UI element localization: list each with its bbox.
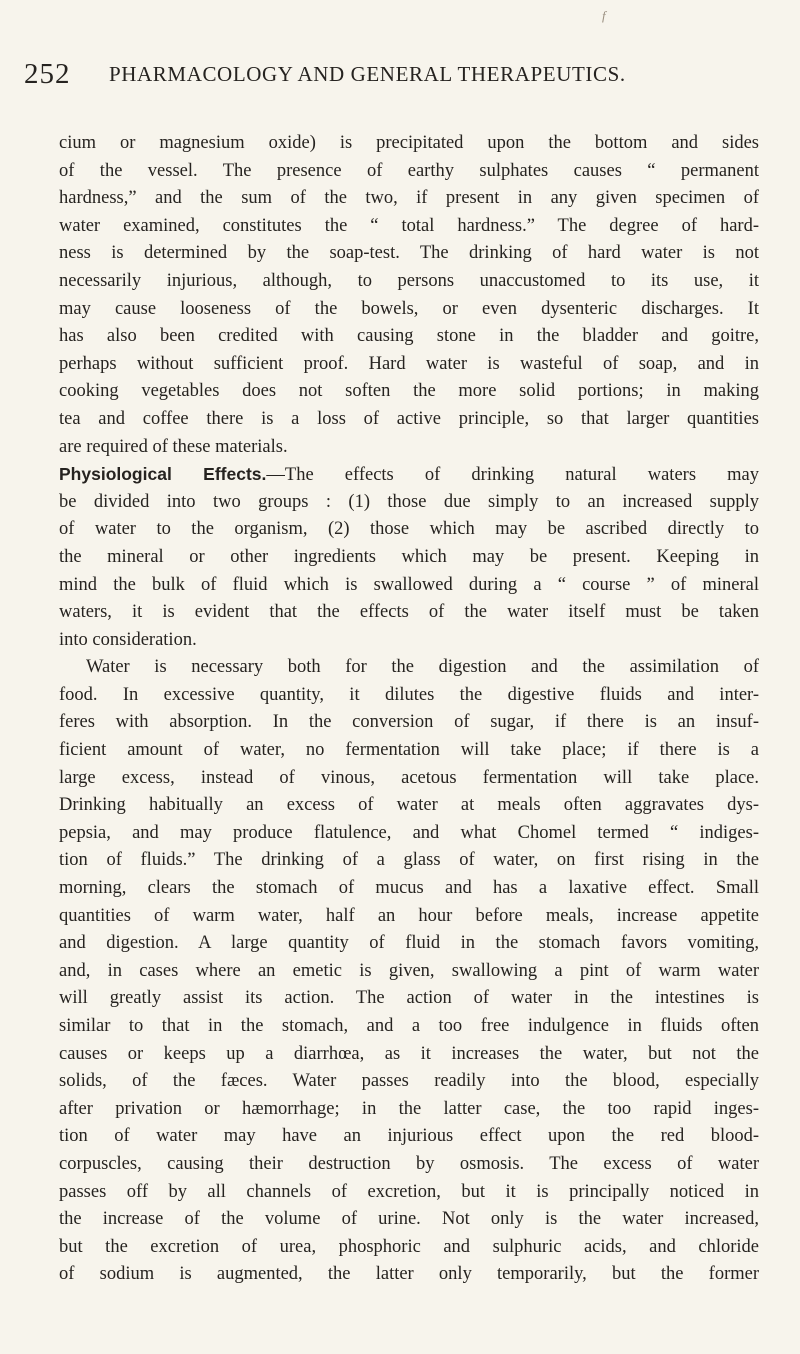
text-line: food. In excessive quantity, it dilutes the digestive fluids and inter- [59, 684, 759, 705]
text-line: of water to the organism, (2) those which may be ascribed directly to [59, 519, 759, 540]
text-line: corpuscles, causing their destruction by osmosis. The excess of water [59, 1153, 759, 1174]
text-line: morning, clears the stomach of mucus and has a laxative effect. Small [59, 878, 759, 899]
text-line: tea and coffee there is a loss of active principle, so that larger quantities [59, 408, 759, 429]
text-line: but the excretion of urea, phosphoric and sulphuric acids, and chloride [59, 1236, 759, 1257]
text-line: causes or keeps up a diarrhœa, as it increases the water, but not the [59, 1043, 759, 1064]
text-line: waters, it is evident that the effects of the water itself must be taken [59, 602, 759, 623]
page-number: 252 [24, 58, 71, 90]
text-line: mind the bulk of fluid which is swallowed during a “ course ” of mineral [59, 574, 759, 595]
page-header [24, 58, 724, 98]
text-line: necessarily injurious, although, to persons unaccustomed to its use, it [59, 270, 759, 291]
paragraph-2 [59, 654, 759, 1289]
text-line: be divided into two groups : (1) those due simply to an increased supply [59, 491, 759, 512]
text-line: may cause looseness of the bowels, or even dysenteric discharges. It [59, 298, 759, 319]
text-line: pepsia, and may produce flatulence, and what Chomel termed “ indiges- [59, 822, 759, 843]
section-heading: Physiological Effects. [59, 464, 267, 485]
text-line: after privation or hæmorrhage; in the latter case, the too rapid inges- [59, 1098, 759, 1119]
text-line: the mineral or other ingredients which may be present. Keeping in [59, 546, 759, 567]
text-line: and, in cases where an emetic is given, swallowing a pint of warm water [59, 960, 759, 981]
text-line: will greatly assist its action. The action of water in the intestines is [59, 988, 759, 1009]
text-line: ness is determined by the soap-test. The drinking of hard water is not [59, 243, 759, 264]
text-line: and digestion. A large quantity of fluid in the stomach favors vomiting, [59, 933, 759, 954]
paragraph-1 [59, 130, 759, 461]
body-text [59, 130, 759, 1289]
text-line: Physiological Effects.—The effects of drinking natural waters may [59, 464, 759, 486]
text-line: has also been credited with causing stone in the bladder and goitre, [59, 326, 759, 347]
text-line: Water is necessary both for the digestion and the assimilation of [86, 657, 759, 678]
text-line: tion of water may have an injurious effect upon the red blood- [59, 1126, 759, 1147]
text-line: perhaps without sufficient proof. Hard water is wasteful of soap, and in [59, 353, 759, 374]
text-line: solids, of the fæces. Water passes readily into the blood, especially [59, 1071, 759, 1092]
text-line: cium or magnesium oxide) is precipitated upon the bottom and sides [59, 133, 759, 153]
text-line: hardness,” and the sum of the two, if present in any given specimen of [59, 188, 759, 209]
text-line: Drinking habitually an excess of water at meals often aggravates dys- [59, 795, 759, 816]
text-line: tion of fluids.” The drinking of a glass of water, on first rising in the [59, 850, 759, 871]
running-head: PHARMACOLOGY AND GENERAL THERAPEUTICS. [109, 62, 626, 86]
paragraph-physiological-effects [59, 461, 759, 654]
page-speck: f [602, 8, 606, 23]
text-line: water examined, constitutes the “ total hardness.” The degree of hard- [59, 215, 759, 236]
text-line: feres with absorption. In the conversion of sugar, if there is an insuf- [59, 712, 759, 733]
text-line: ficient amount of water, no fermentation will take place; if there is a [59, 740, 759, 761]
text-line: are required of these materials. [59, 436, 288, 457]
text-line: large excess, instead of vinous, acetous fermentation will take place. [59, 767, 759, 788]
text-line: into consideration. [59, 629, 197, 650]
text-line: of the vessel. The presence of earthy sulphates causes “ permanent [59, 160, 759, 181]
text-line: quantities of warm water, half an hour before meals, increase appetite [59, 905, 759, 926]
text-line: of sodium is augmented, the latter only temporarily, but the former [59, 1264, 759, 1285]
text-line: similar to that in the stomach, and a too free indulgence in fluids often [59, 1016, 759, 1036]
text-line: cooking vegetables does not soften the more solid portions; in making [59, 381, 759, 402]
text-line: the increase of the volume of urine. Not only is the water increased, [59, 1209, 759, 1230]
text-line: passes off by all channels of excretion, but it is principally noticed in [59, 1181, 759, 1202]
